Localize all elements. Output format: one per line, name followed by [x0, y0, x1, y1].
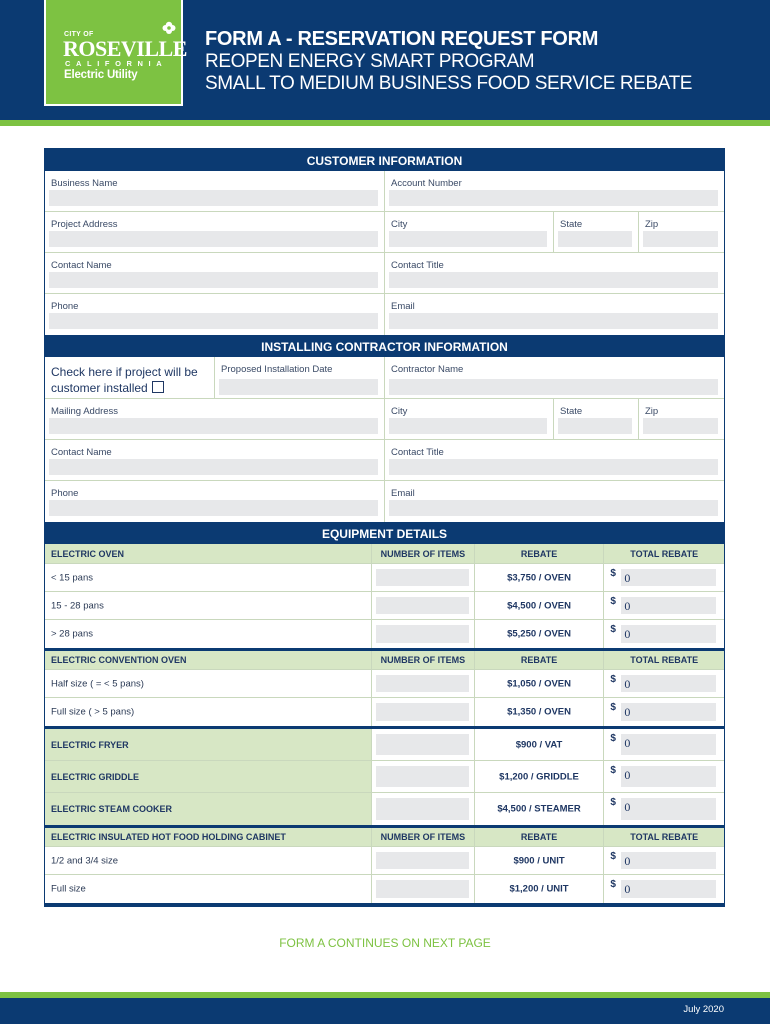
rebate-header-cell [475, 544, 605, 563]
oven-row-2-rebate-cell [475, 592, 605, 619]
contractor-state-cell [554, 399, 639, 439]
contractor-row-1 [45, 357, 724, 399]
phone-field[interactable] [49, 313, 378, 329]
convection-row-1-items-field[interactable] [376, 675, 469, 692]
convection-row-1-total-field[interactable]: 0 [621, 675, 716, 692]
mailing-address-label: Mailing Address [51, 406, 119, 417]
items-header-cell [372, 828, 475, 846]
oven-row-3 [45, 620, 724, 648]
convection-row-2-total-field[interactable]: 0 [621, 703, 716, 721]
logo-california: CALIFORNIA [65, 59, 168, 68]
steamer-total-cell [604, 793, 724, 825]
oven-row-3-rebate: $5,250 / OVEN [507, 628, 571, 640]
cabinet-row-2 [45, 875, 724, 903]
fryer-label-cell [45, 729, 372, 760]
cabinet-row-2-label: Full size [51, 883, 86, 895]
oven-row-1-total-cell [604, 564, 724, 591]
dollar-sign: $ [610, 797, 616, 808]
contractor-phone-cell [45, 481, 385, 522]
convection-row-2 [45, 698, 724, 726]
state-cell [554, 212, 639, 252]
zip-cell [639, 212, 724, 252]
oven-row-3-total-field[interactable]: 0 [621, 625, 716, 643]
oven-row-2-label: 15 - 28 pans [51, 600, 104, 611]
contractor-row-4 [45, 481, 724, 522]
convection-row-1-rebate-cell [475, 670, 605, 697]
dollar-sign: $ [610, 733, 616, 744]
oven-row-1-label: < 15 pans [51, 572, 93, 583]
convection-row-2-rebate: $1,350 / OVEN [507, 706, 571, 718]
account-number-field[interactable] [389, 190, 718, 206]
griddle-rebate: $1,200 / GRIDDLE [499, 771, 579, 782]
mailing-address-cell [45, 399, 385, 439]
equipment-section-header: EQUIPMENT DETAILS [45, 522, 724, 544]
fryer-items-field[interactable] [376, 734, 469, 755]
form-subtitle [205, 51, 692, 95]
total-column-header: TOTAL REBATE [630, 548, 699, 559]
subtitle-rebate: SMALL TO MEDIUM BUSINESS FOOD SERVICE REBATE [205, 73, 693, 94]
oven-row-3-label-cell [45, 620, 372, 648]
convection-row-1-items-cell [372, 670, 475, 697]
oven-row-2-total-cell [604, 592, 724, 619]
mailing-address-field[interactable] [49, 418, 378, 434]
cabinet-row-2-total-field[interactable]: 0 [621, 880, 716, 898]
email-cell [385, 294, 724, 335]
contractor-phone-label: Phone [51, 488, 79, 499]
steamer-label-cell [45, 793, 372, 825]
proposed-date-label: Proposed Installation Date [221, 364, 333, 375]
cabinet-row-2-label-cell [45, 875, 372, 903]
contractor-zip-field[interactable] [643, 418, 718, 434]
cabinet-row-1-rebate: $900 / UNIT [513, 855, 565, 866]
oven-row-1-total-field[interactable]: 0 [621, 569, 716, 586]
contractor-state-label: State [560, 406, 583, 417]
oven-row-1-rebate: $3,750 / OVEN [507, 572, 571, 583]
oven-header-cell [45, 544, 372, 563]
project-address-field[interactable] [49, 231, 378, 247]
oven-row-2-rebate: $4,500 / OVEN [507, 600, 571, 611]
dollar-sign: $ [610, 765, 616, 776]
steamer-items-field[interactable] [376, 798, 469, 820]
griddle-rebate-cell [475, 761, 605, 792]
customer-row-2 [45, 212, 724, 253]
contractor-email-label: Email [391, 488, 415, 499]
cabinet-row-1-total-field[interactable]: 0 [621, 852, 716, 869]
convection-header: ELECTRIC CONVENTION OVEN [51, 655, 187, 665]
city-label: City [391, 219, 408, 230]
fryer-rebate-cell [475, 729, 605, 760]
contractor-contact-name-cell [45, 440, 385, 480]
cabinet-row-2-items-field[interactable] [376, 880, 469, 898]
steamer-label: ELECTRIC STEAM COOKER [51, 804, 173, 814]
fryer-rebate: $900 / VAT [515, 739, 563, 750]
convection-row-2-total-cell [604, 698, 724, 726]
logo-city-of: CITY OF [64, 31, 94, 38]
fryer-label: ELECTRIC FRYER [51, 739, 129, 750]
contractor-city-field[interactable] [389, 418, 547, 434]
total-column-header: TOTAL REBATE [630, 832, 699, 842]
cabinet-row-2-total-cell [604, 875, 724, 903]
customer-row-3 [45, 253, 724, 294]
total-column-header: TOTAL REBATE [630, 655, 699, 665]
oven-row-3-items-cell [372, 620, 475, 648]
griddle-total-field[interactable]: 0 [621, 766, 716, 787]
rebate-column-header: REBATE [520, 548, 558, 559]
contractor-city-cell [385, 399, 554, 439]
contact-name-label: Contact Name [51, 260, 112, 271]
cabinet-row-1-rebate-cell [475, 847, 605, 874]
state-label: State [560, 219, 583, 230]
cabinet-row-2-rebate-cell [475, 875, 605, 903]
project-address-cell [45, 212, 385, 252]
dollar-sign: $ [610, 851, 616, 862]
oven-row-3-total-cell [604, 620, 724, 648]
contact-title-cell [385, 253, 724, 293]
oven-row-3-label: > 28 pans [51, 628, 93, 640]
logo-roseville: ROSEVILLE [63, 36, 187, 61]
oven-row-2-items-field[interactable] [376, 597, 469, 614]
contact-title-label: Contact Title [391, 260, 444, 271]
contractor-state-field[interactable] [558, 418, 632, 434]
customer-row-4 [45, 294, 724, 335]
items-column-header: NUMBER OF ITEMS [380, 655, 466, 665]
cabinet-header-cell [45, 828, 372, 846]
contractor-name-label: Contractor Name [391, 364, 464, 375]
steamer-items-cell [372, 793, 475, 825]
contact-name-field[interactable] [49, 272, 378, 288]
convection-row-1-label: Half size ( = < 5 pans) [51, 678, 144, 689]
business-name-field[interactable] [49, 190, 378, 206]
convection-row-1-total-cell [604, 670, 724, 697]
form-title: FORM A - RESERVATION REQUEST FORM [205, 28, 599, 50]
griddle-items-cell [372, 761, 475, 792]
business-name-cell [45, 171, 385, 211]
contractor-row-3 [45, 440, 724, 481]
convection-row-2-label: Full size ( > 5 pans) [51, 706, 135, 718]
steamer-rebate-cell [475, 793, 605, 825]
contractor-email-cell [385, 481, 724, 522]
convection-row-1 [45, 670, 724, 698]
convection-row-2-label-cell [45, 698, 372, 726]
customer-installed-label: customer installed [51, 381, 148, 395]
fryer-row [45, 729, 724, 761]
oven-row-2-items-cell [372, 592, 475, 619]
reservation-form [44, 148, 725, 907]
phone-cell [45, 294, 385, 335]
oven-row-3-rebate-cell [475, 620, 605, 648]
total-header-cell [604, 651, 724, 669]
griddle-items-field[interactable] [376, 766, 469, 787]
city-cell [385, 212, 554, 252]
customer-installed-cell [45, 357, 215, 398]
dollar-sign: $ [610, 596, 616, 607]
subtitle-program: REOPEN ENERGY SMART PROGRAM [205, 51, 535, 72]
proposed-date-cell [215, 357, 385, 398]
flower-icon [161, 20, 177, 36]
cabinet-row-1-items-cell [372, 847, 475, 874]
contractor-email-field[interactable] [389, 500, 718, 516]
fryer-total-cell [604, 729, 724, 760]
cabinet-header: ELECTRIC INSULATED HOT FOOD HOLDING CABINET [51, 832, 286, 842]
city-field[interactable] [389, 231, 547, 247]
contractor-contact-name-field[interactable] [49, 459, 378, 475]
fryer-total-field[interactable]: 0 [621, 734, 716, 755]
convection-row-1-label-cell [45, 670, 372, 697]
oven-row-2 [45, 592, 724, 620]
convection-header-row [45, 651, 724, 670]
steamer-rebate: $4,500 / STEAMER [497, 803, 581, 815]
contractor-name-cell [385, 357, 724, 398]
oven-row-1-items-field[interactable] [376, 569, 469, 586]
dollar-sign: $ [610, 568, 616, 579]
zip-label: Zip [645, 219, 659, 230]
account-number-cell [385, 171, 724, 211]
contractor-city-label: City [391, 406, 408, 417]
griddle-label-cell [45, 761, 372, 792]
contact-name-cell [45, 253, 385, 293]
items-column-header: NUMBER OF ITEMS [380, 832, 466, 842]
proposed-date-field[interactable] [219, 379, 378, 395]
rebate-column-header: REBATE [520, 655, 558, 665]
convection-row-2-items-field[interactable] [376, 703, 469, 721]
cabinet-row-1-items-field[interactable] [376, 852, 469, 869]
revision-date: July 2020 [683, 1004, 724, 1015]
cabinet-row-1 [45, 847, 724, 875]
griddle-label: ELECTRIC GRIDDLE [51, 771, 140, 782]
email-label: Email [391, 301, 415, 312]
items-header-cell [372, 544, 475, 563]
contractor-contact-title-label: Contact Title [391, 447, 444, 458]
rebate-header-cell [475, 828, 605, 846]
dollar-sign: $ [610, 624, 616, 635]
griddle-row [45, 761, 724, 793]
fryer-items-cell [372, 729, 475, 760]
cabinet-row-1-label: 1/2 and 3/4 size [51, 855, 119, 866]
phone-label: Phone [51, 301, 79, 312]
email-field[interactable] [389, 313, 718, 329]
customer-section-header: CUSTOMER INFORMATION [45, 149, 724, 171]
customer-row-1 [45, 171, 724, 212]
zip-field[interactable] [643, 231, 718, 247]
total-header-cell [604, 544, 724, 563]
contractor-zip-cell [639, 399, 724, 439]
contractor-zip-label: Zip [645, 406, 659, 417]
contact-title-field[interactable] [389, 272, 718, 288]
logo-electric-utility: Electric Utility [64, 69, 138, 81]
oven-row-2-total-field[interactable]: 0 [621, 597, 716, 614]
footer-band [0, 998, 770, 1024]
header-green-stripe [0, 120, 770, 126]
cabinet-row-1-total-cell [604, 847, 724, 874]
contractor-name-field[interactable] [389, 379, 718, 395]
cabinet-row-2-rebate: $1,200 / UNIT [509, 883, 569, 895]
account-number-label: Account Number [391, 178, 462, 189]
convection-row-1-rebate: $1,050 / OVEN [507, 678, 571, 689]
customer-installed-text [51, 364, 198, 396]
cabinet-row-2-items-cell [372, 875, 475, 903]
convection-row-2-items-cell [372, 698, 475, 726]
steamer-row [45, 793, 724, 825]
oven-header-row [45, 544, 724, 564]
dollar-sign: $ [610, 879, 616, 890]
oven-row-1-rebate-cell [475, 564, 605, 591]
rebate-header-cell [475, 651, 605, 669]
dollar-sign: $ [610, 674, 616, 685]
state-field[interactable] [558, 231, 632, 247]
form-continues-note: FORM A CONTINUES ON NEXT PAGE [279, 936, 491, 950]
cabinet-row-1-label-cell [45, 847, 372, 874]
contractor-section-header: INSTALLING CONTRACTOR INFORMATION [45, 335, 724, 357]
header-band [0, 0, 770, 120]
customer-installed-line1: Check here if project will be [51, 365, 198, 379]
rebate-column-header: REBATE [520, 832, 558, 842]
items-column-header: NUMBER OF ITEMS [380, 548, 466, 559]
customer-installed-checkbox[interactable] [152, 381, 164, 393]
oven-row-3-items-field[interactable] [376, 625, 469, 643]
project-address-label: Project Address [51, 219, 118, 230]
dollar-sign: $ [610, 702, 616, 713]
convection-header-cell [45, 651, 372, 669]
griddle-total-cell [604, 761, 724, 792]
oven-row-1 [45, 564, 724, 592]
total-header-cell [604, 828, 724, 846]
oven-row-2-label-cell [45, 592, 372, 619]
group-divider [45, 903, 724, 906]
convection-row-2-rebate-cell [475, 698, 605, 726]
contractor-contact-title-cell [385, 440, 724, 480]
contractor-contact-name-label: Contact Name [51, 447, 112, 458]
oven-row-1-items-cell [372, 564, 475, 591]
oven-header: ELECTRIC OVEN [51, 548, 125, 559]
items-header-cell [372, 651, 475, 669]
cabinet-header-row [45, 828, 724, 847]
business-name-label: Business Name [51, 178, 118, 189]
contractor-contact-title-field[interactable] [389, 459, 718, 475]
roseville-electric-logo [44, 0, 187, 106]
steamer-total-field[interactable]: 0 [621, 798, 716, 820]
contractor-row-2 [45, 399, 724, 440]
contractor-phone-field[interactable] [49, 500, 378, 516]
oven-row-1-label-cell [45, 564, 372, 591]
customer-installed-line2 [51, 380, 198, 396]
